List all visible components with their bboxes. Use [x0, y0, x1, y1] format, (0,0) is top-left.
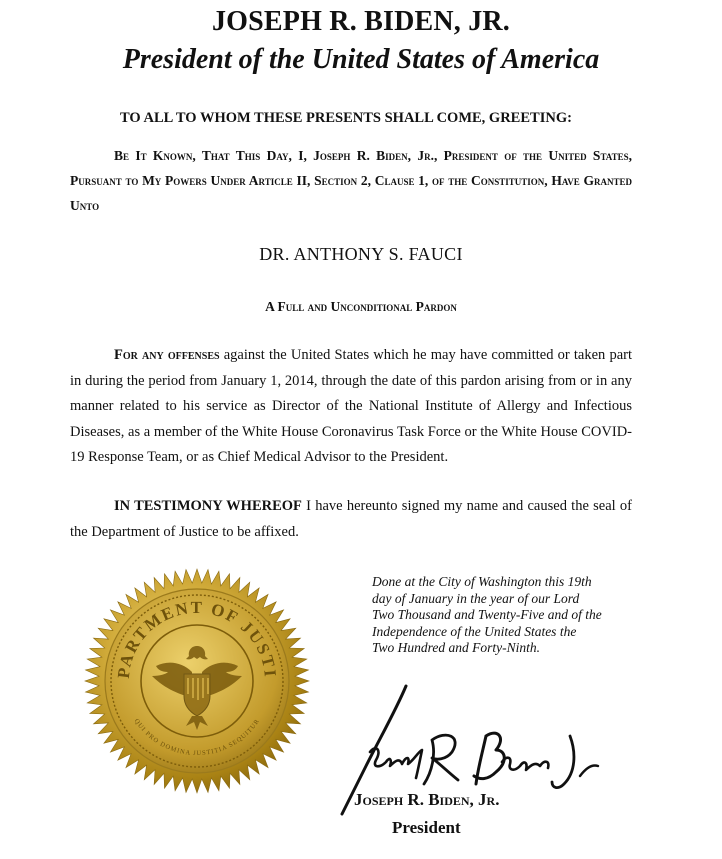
preamble-text: Be It Known, That This Day, I, Joseph R. Biden, Jr., President of the United States, Pursuant to My Powers Under Article II, Section 2, Clause 1, of the Constitution, Have Granted Unto [70, 148, 632, 213]
signer-name: Joseph R. Biden, Jr. [354, 790, 500, 809]
seal-graphic [84, 568, 310, 794]
recipient-name: DR. ANTHONY S. FAUCI [259, 244, 463, 264]
testimony-lead: IN TESTIMONY WHEREOF [114, 498, 302, 514]
department-of-justice-seal [84, 568, 310, 794]
testimony-text: I have hereunto signed my name and caused the seal of the Department of Justice to be affixed. [70, 498, 633, 540]
preamble [70, 143, 632, 218]
done-at-block [372, 574, 672, 657]
testimony-paragraph [70, 494, 632, 545]
greeting: TO ALL TO WHOM THESE PRESENTS SHALL COME, GREETING: [120, 110, 572, 126]
done-line-3: Two Thousand and Twenty-Five and of the [372, 607, 602, 622]
offenses-paragraph [70, 343, 632, 471]
done-line-4: Independence of the United States the [372, 623, 577, 639]
grantor-title: President of the United States of America [122, 44, 600, 75]
svg-text:DEPARTMENT OF JUSTICE: PARTMENT OF JUSTI [113, 597, 281, 680]
offenses-text: against the United States which he may have committed or taken part in during the period from January 1, 2014, through the date of this pardon arising from or in any manner related to his service as Director of the National Institute of Allergy and Infectious Diseases, as a member of the White House Coronavirus Task Force or the White House COVID-19 Response Team, or as Chief Medical Advisor to the President. [70, 347, 632, 465]
pardon-type: A Full and Unconditional Pardon [265, 299, 457, 314]
done-line-1: Done at the City of Washington this 19th [372, 574, 592, 589]
done-line-2: day of January in the year of our Lord [372, 590, 580, 606]
signer-role: President [392, 818, 461, 837]
done-line-5: Two Hundred and Forty-Ninth. [372, 640, 540, 655]
svg-text:QUI PRO DOMINA JUSTITIA SEQUIT: QUI PRO DOMINA JUSTITIA SEQUITUR [132, 717, 262, 758]
offenses-lead: For any offenses [114, 347, 220, 363]
grantor-name: JOSEPH R. BIDEN, JR. [211, 6, 511, 37]
